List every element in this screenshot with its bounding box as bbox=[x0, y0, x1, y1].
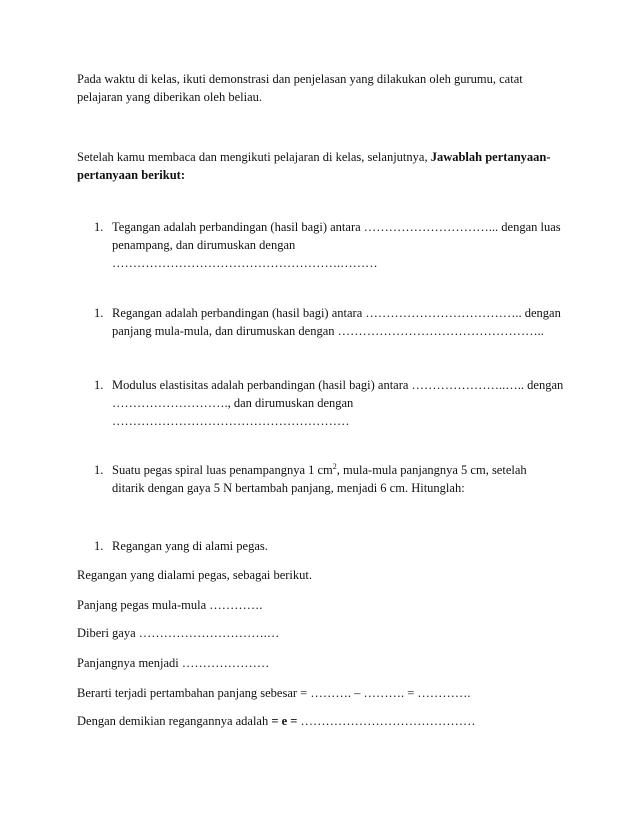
list-number: 1. bbox=[94, 378, 104, 392]
question-text: Tegangan adalah perbandingan (hasil bagi) antara …………………………... dengan luas bbox=[112, 220, 561, 234]
question-text-line2: penampang, dan dirumuskan dengan bbox=[112, 238, 296, 252]
question-text: Regangan adalah perbandingan (hasil bagi) antara ……………………………….. dengan bbox=[112, 306, 561, 320]
answer-initial-length: Panjang pegas mula-mula …………. bbox=[77, 598, 263, 612]
answer-new-length: Panjangnya menjadi ………………… bbox=[77, 656, 270, 670]
answer-given-force: Diberi gaya ………………………….… bbox=[77, 626, 280, 640]
intro-paragraph: Pada waktu di kelas, ikuti demonstrasi dan penjelasan yang dilakukan oleh gurumu, catat pelajaran yang diberikan oleh beliau. bbox=[77, 72, 523, 104]
answer-extension: Berarti terjadi pertambahan panjang sebesar = ………. – ………. = …………. bbox=[77, 686, 471, 700]
instruction-paragraph bbox=[77, 148, 565, 184]
list-number: 1. bbox=[94, 306, 104, 320]
list-number: 1. bbox=[94, 463, 104, 477]
answer-blank: ………………………………………………… bbox=[112, 414, 350, 428]
question-1 bbox=[94, 218, 569, 272]
list-number: 1. bbox=[94, 220, 104, 234]
instruction-bold: Jawablah pertanyaan-pertanyaan berikut: bbox=[77, 150, 551, 182]
question-text-line2: ………………………., dan dirumuskan dengan bbox=[112, 396, 354, 410]
question-text: Modulus elastisitas adalah perbandingan (hasil bagi) antara …………………..….. dengan bbox=[112, 378, 564, 392]
answer-strain: Dengan demikian regangannya adalah = e = …………………………………… bbox=[77, 714, 476, 728]
answer-heading: Regangan yang dialami pegas, sebagai berikut. bbox=[77, 568, 312, 582]
answer-blank: ……………………………………………….……… bbox=[112, 256, 378, 270]
strain-formula: = e = bbox=[271, 714, 298, 728]
question-text-line2: panjang mula-mula, dan dirumuskan dengan ………………………………………….. bbox=[112, 324, 544, 338]
superscript: 2 bbox=[332, 461, 337, 471]
question-text-line2: ditarik dengan gaya 5 N bertambah panjang, menjadi 6 cm. Hitunglah: bbox=[112, 481, 465, 495]
question-text: Regangan yang di alami pegas. bbox=[112, 539, 268, 553]
question-4 bbox=[94, 461, 569, 497]
question-5 bbox=[94, 537, 569, 555]
question-3 bbox=[94, 376, 569, 430]
question-2 bbox=[94, 304, 569, 340]
question-text: Suatu pegas spiral luas penampangnya 1 $cm^2$, mula-mula panjangnya 5 cm, setelah bbox=[112, 461, 527, 477]
instruction-text: Setelah kamu membaca dan mengikuti pelajaran di kelas, selanjutnya, bbox=[77, 150, 428, 164]
list-number: 1. bbox=[94, 539, 104, 553]
